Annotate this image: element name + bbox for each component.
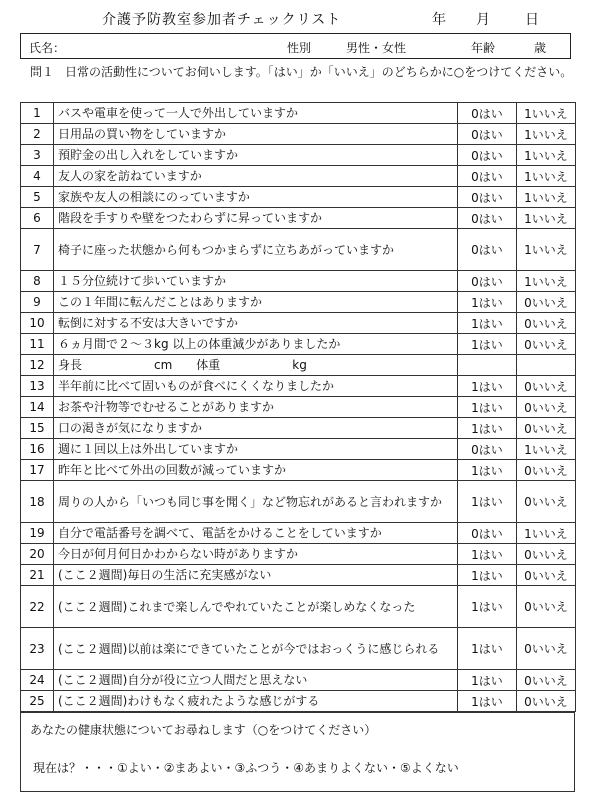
row-number: 21	[21, 565, 54, 586]
table-row	[21, 565, 576, 586]
row-question: 自分で電話番号を調べて、電話をかけることをしていますか	[54, 523, 458, 544]
row-answer-yes[interactable]: 1はい	[458, 628, 517, 670]
row-question: ６ヵ月間で２～３kg 以上の体重減少がありましたか	[54, 334, 458, 355]
row-answer-yes[interactable]: 1はい	[458, 544, 517, 565]
row-answer-no[interactable]: 0いいえ	[517, 586, 576, 628]
table-row	[21, 439, 576, 460]
row-answer-yes[interactable]: 1はい	[458, 313, 517, 334]
row-answer-no[interactable]: 1いいえ	[517, 103, 576, 124]
row-number: 17	[21, 460, 54, 481]
row-number: 8	[21, 271, 54, 292]
row-number: 22	[21, 586, 54, 628]
health-prompt: あなたの健康状態についてお尋ねします（○をつけてください）	[30, 723, 377, 737]
table-row	[21, 313, 576, 334]
row-number: 15	[21, 418, 54, 439]
table-row	[21, 691, 576, 712]
row-number: 12	[21, 355, 54, 376]
table-row	[21, 481, 576, 523]
table-row	[21, 187, 576, 208]
name-label: 氏名：	[29, 41, 66, 55]
table-row	[21, 271, 576, 292]
row-number: 1	[21, 103, 54, 124]
row-answer-no[interactable]: 0いいえ	[517, 481, 576, 523]
checklist-table	[20, 102, 576, 712]
row-number: 13	[21, 376, 54, 397]
title-bar	[0, 9, 593, 29]
table-row	[21, 523, 576, 544]
table-row	[21, 628, 576, 670]
row-answer-no[interactable]: 0いいえ	[517, 397, 576, 418]
row-number: 11	[21, 334, 54, 355]
row-answer-yes[interactable]: 0はい	[458, 523, 517, 544]
row-number: 25	[21, 691, 54, 712]
row-answer-yes[interactable]: 1はい	[458, 481, 517, 523]
table-row	[21, 355, 576, 376]
row-question: 日用品の買い物をしていますか	[54, 124, 458, 145]
row-number: 9	[21, 292, 54, 313]
row-answer-no[interactable]: 0いいえ	[517, 460, 576, 481]
row-answer-yes[interactable]: 0はい	[458, 145, 517, 166]
day-label: 日	[525, 12, 539, 28]
row-answer-no[interactable]: 1いいえ	[517, 271, 576, 292]
table-row	[21, 586, 576, 628]
table-row	[21, 544, 576, 565]
row-number: 18	[21, 481, 54, 523]
row-question: 昨年と比べて外出の回数が減っていますか	[54, 460, 458, 481]
table-row	[21, 334, 576, 355]
row-question: バスや電車を使って一人で外出していますか	[54, 103, 458, 124]
row-number: 10	[21, 313, 54, 334]
row-answer-no[interactable]: 1いいえ	[517, 124, 576, 145]
row-number: 2	[21, 124, 54, 145]
row-answer-yes[interactable]: 1はい	[458, 376, 517, 397]
row-question: (ここ２週間)自分が役に立つ人間だと思えない	[54, 670, 458, 691]
table-row	[21, 397, 576, 418]
row-question: 身長 cm 体重 kg	[54, 355, 458, 376]
health-status-box	[20, 712, 575, 792]
row-answer-no[interactable]: 0いいえ	[517, 544, 576, 565]
row-answer-no[interactable]: 0いいえ	[517, 313, 576, 334]
row-answer-no[interactable]: 0いいえ	[517, 376, 576, 397]
row-question: (ここ２週間)これまで楽しんでやれていたことが楽しめなくなった	[54, 586, 458, 628]
row-answer-yes[interactable]: 0はい	[458, 187, 517, 208]
row-question: 椅子に座った状態から何もつかまらずに立ちあがっていますか	[54, 229, 458, 271]
row-number: 24	[21, 670, 54, 691]
row-question: 今日が何月何日かわからない時がありますか	[54, 544, 458, 565]
row-question: (ここ２週間)わけもなく疲れたような感じがする	[54, 691, 458, 712]
row-number: 7	[21, 229, 54, 271]
age-label: 年齢	[471, 41, 496, 55]
row-answer-yes[interactable]: 0はい	[458, 208, 517, 229]
row-number: 6	[21, 208, 54, 229]
table-row	[21, 376, 576, 397]
row-answer-no[interactable]: 0いいえ	[517, 628, 576, 670]
row-number: 20	[21, 544, 54, 565]
sex-label: 性別	[287, 41, 312, 55]
row-answer-yes[interactable]: 0はい	[458, 229, 517, 271]
table-row	[21, 460, 576, 481]
health-question[interactable]: 現在は？・・・①よい・②まあよい・③ふつう・④あまりよくない・⑤よくない	[33, 761, 459, 775]
row-number: 23	[21, 628, 54, 670]
row-answer-yes[interactable]: 0はい	[458, 103, 517, 124]
row-answer-no[interactable]: 1いいえ	[517, 523, 576, 544]
row-question: 預貯金の出し入れをしていますか	[54, 145, 458, 166]
row-answer-yes[interactable]	[458, 355, 517, 376]
row-answer-no[interactable]: 0いいえ	[517, 565, 576, 586]
table-row	[21, 229, 576, 271]
row-answer-no[interactable]: 0いいえ	[517, 691, 576, 712]
row-answer-yes[interactable]: 1はい	[458, 565, 517, 586]
row-question: 家族や友人の相談にのっていますか	[54, 187, 458, 208]
table-row	[21, 208, 576, 229]
page-title: 介護予防教室参加者チェックリスト	[102, 12, 342, 28]
row-answer-yes[interactable]: 1はい	[458, 334, 517, 355]
age-unit: 歳	[534, 41, 547, 55]
row-answer-yes[interactable]: 0はい	[458, 124, 517, 145]
table-row	[21, 166, 576, 187]
sex-options[interactable]: 男性・女性	[346, 41, 407, 55]
row-question: (ここ２週間)毎日の生活に充実感がない	[54, 565, 458, 586]
row-answer-no[interactable]: 1いいえ	[517, 145, 576, 166]
row-question: この１年間に転んだことはありますか	[54, 292, 458, 313]
row-answer-yes[interactable]: 1はい	[458, 691, 517, 712]
row-number: 19	[21, 523, 54, 544]
row-question: お茶や汁物等でむせることがありますか	[54, 397, 458, 418]
row-answer-yes[interactable]: 0はい	[458, 166, 517, 187]
row-answer-no[interactable]: 0いいえ	[517, 334, 576, 355]
row-answer-yes[interactable]: 1はい	[458, 586, 517, 628]
table-row	[21, 670, 576, 691]
table-row	[21, 418, 576, 439]
row-answer-yes[interactable]: 1はい	[458, 418, 517, 439]
row-question: (ここ２週間)以前は楽にできていたことが今ではおっくうに感じられる	[54, 628, 458, 670]
row-question: 階段を手すりや壁をつたわらずに昇っていますか	[54, 208, 458, 229]
row-number: 5	[21, 187, 54, 208]
month-label: 月	[476, 12, 490, 28]
row-answer-no[interactable]: 0いいえ	[517, 292, 576, 313]
row-question: 友人の家を訪ねていますか	[54, 166, 458, 187]
row-answer-yes[interactable]: 1はい	[458, 460, 517, 481]
row-answer-no[interactable]: 1いいえ	[517, 208, 576, 229]
year-label: 年	[432, 12, 446, 28]
question-1-label: 問１	[30, 65, 55, 79]
table-row	[21, 145, 576, 166]
row-answer-no[interactable]: 1いいえ	[517, 166, 576, 187]
row-answer-yes[interactable]: 0はい	[458, 271, 517, 292]
row-answer-no[interactable]	[517, 355, 576, 376]
row-answer-yes[interactable]: 1はい	[458, 397, 517, 418]
row-answer-yes[interactable]: 0はい	[458, 439, 517, 460]
row-answer-no[interactable]: 1いいえ	[517, 187, 576, 208]
row-question: 転倒に対する不安は大きいですか	[54, 313, 458, 334]
table-row	[21, 292, 576, 313]
row-question: 周りの人から「いつも同じ事を聞く」など物忘れがあると言われますか	[54, 481, 458, 523]
row-question: １５分位続けて歩いていますか	[54, 271, 458, 292]
row-number: 14	[21, 397, 54, 418]
row-number: 4	[21, 166, 54, 187]
row-question: 半年前に比べて固いものが食べにくくなりましたか	[54, 376, 458, 397]
table-row	[21, 103, 576, 124]
row-number: 3	[21, 145, 54, 166]
row-question: 口の渇きが気になりますか	[54, 418, 458, 439]
row-number: 16	[21, 439, 54, 460]
row-answer-no[interactable]: 1いいえ	[517, 439, 576, 460]
row-answer-no[interactable]: 0いいえ	[517, 418, 576, 439]
row-answer-yes[interactable]: 1はい	[458, 670, 517, 691]
row-question: 週に１回以上は外出していますか	[54, 439, 458, 460]
row-answer-yes[interactable]: 1はい	[458, 292, 517, 313]
question-1-text: 日常の活動性についてお伺いします。「はい」か「いいえ」のどちらかに○をつけてください。	[65, 65, 573, 79]
table-row	[21, 124, 576, 145]
personal-info-box	[20, 33, 571, 59]
row-answer-no[interactable]: 1いいえ	[517, 229, 576, 271]
row-answer-no[interactable]: 0いいえ	[517, 670, 576, 691]
